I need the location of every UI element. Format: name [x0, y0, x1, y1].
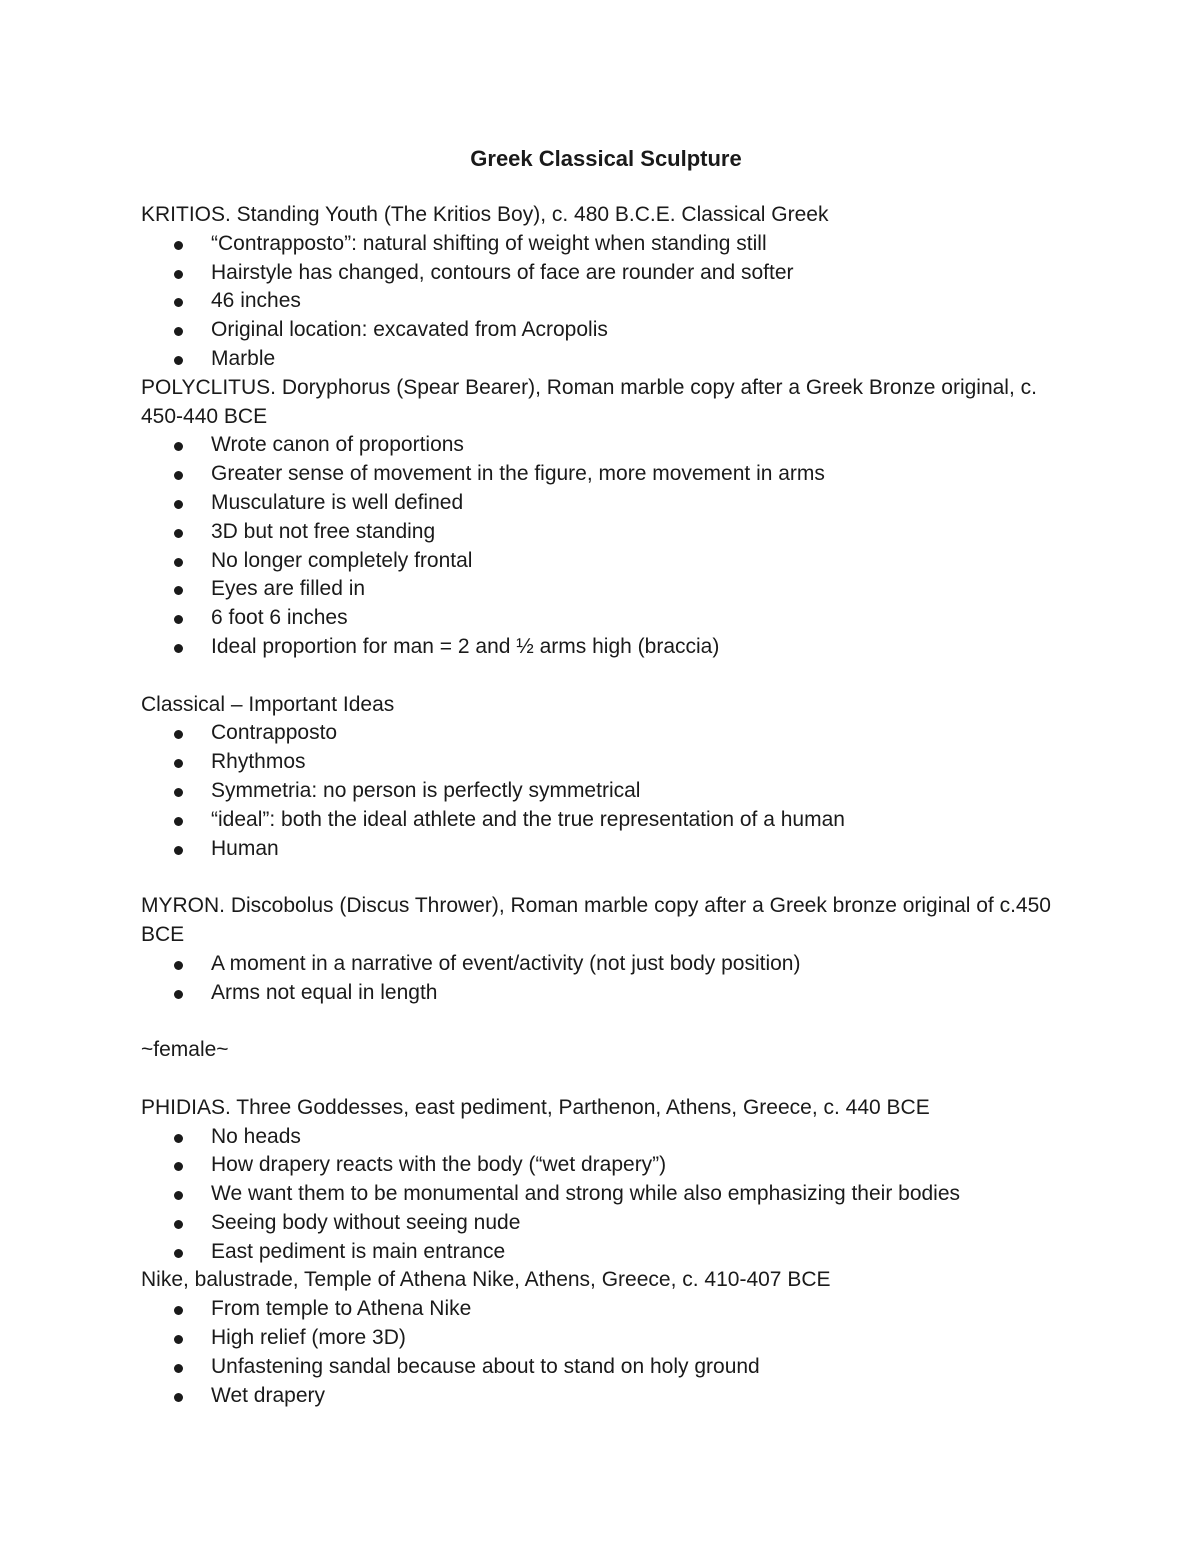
list-item — [141, 777, 1071, 806]
bullet-icon — [174, 500, 183, 509]
section-block — [141, 691, 1071, 893]
bullet-icon — [174, 759, 183, 768]
list-item — [141, 431, 1071, 460]
list-item — [141, 230, 1071, 259]
list-item-text: From temple to Athena Nike — [211, 1297, 472, 1321]
section-block — [141, 1094, 1071, 1267]
list-item-text: Greater sense of movement in the figure, more movement in arms — [211, 462, 825, 486]
list-item-text: Seeing body without seeing nude — [211, 1210, 521, 1234]
bullet-icon — [174, 846, 183, 855]
list-item — [141, 1151, 1071, 1180]
list-item-text: Musculature is well defined — [211, 490, 464, 514]
list-item — [141, 1382, 1071, 1411]
paragraph-spacer — [141, 1065, 1071, 1094]
list-item-text: A moment in a narrative of event/activity (not just body position) — [211, 951, 801, 975]
bullet-list — [141, 230, 1071, 374]
list-item — [141, 316, 1071, 345]
paragraph-spacer — [141, 1007, 1071, 1036]
list-item — [141, 345, 1071, 374]
bullet-icon — [174, 1191, 183, 1200]
list-item — [141, 1353, 1071, 1382]
bullet-icon — [174, 1364, 183, 1373]
list-item-text: No longer completely frontal — [211, 548, 473, 572]
section-heading: Nike, balustrade, Temple of Athena Nike, Athens, Greece, c. 410-407 BCE — [141, 1268, 831, 1292]
bullet-list — [141, 950, 1071, 1008]
list-item-text: Marble — [211, 346, 276, 370]
section-block — [141, 201, 1071, 374]
list-item-text: No heads — [211, 1124, 301, 1148]
bullet-icon — [174, 241, 183, 250]
bullet-icon — [174, 817, 183, 826]
page-title: Greek Classical Sculpture — [470, 146, 742, 171]
list-item — [141, 547, 1071, 576]
list-item — [141, 460, 1071, 489]
bullet-list — [141, 719, 1071, 863]
section-block — [141, 1036, 1071, 1094]
bullet-icon — [174, 1134, 183, 1143]
bullet-icon — [174, 1335, 183, 1344]
list-item-text: Eyes are filled in — [211, 577, 366, 601]
bullet-icon — [174, 1249, 183, 1258]
list-item — [141, 1324, 1071, 1353]
list-item-text: Unfastening sandal because about to stand on holy ground — [211, 1354, 760, 1378]
bullet-icon — [174, 788, 183, 797]
bullet-list — [141, 1123, 1071, 1267]
section-heading: MYRON. Discobolus (Discus Thrower), Roman marble copy after a Greek bronze original of c.450 BCE — [141, 894, 1051, 946]
bullet-icon — [174, 471, 183, 480]
list-item — [141, 575, 1071, 604]
list-item — [141, 748, 1071, 777]
paragraph-spacer — [141, 863, 1071, 892]
list-item-text: High relief (more 3D) — [211, 1326, 406, 1350]
section-heading: ~female~ — [141, 1038, 229, 1062]
list-item — [141, 604, 1071, 633]
list-item-text: Arms not equal in length — [211, 980, 438, 1004]
list-item — [141, 835, 1071, 864]
list-item — [141, 1238, 1071, 1267]
bullet-icon — [174, 990, 183, 999]
bullet-list — [141, 1295, 1071, 1410]
list-item — [141, 806, 1071, 835]
list-item-text: Wrote canon of proportions — [211, 433, 464, 457]
bullet-icon — [174, 1306, 183, 1315]
list-item-text: Wet drapery — [211, 1383, 325, 1407]
bullet-icon — [174, 442, 183, 451]
section-block — [141, 1266, 1071, 1410]
bullet-icon — [174, 1162, 183, 1171]
document-body — [141, 144, 1071, 1410]
list-item — [141, 1123, 1071, 1152]
bullet-icon — [174, 270, 183, 279]
bullet-icon — [174, 644, 183, 653]
bullet-icon — [174, 558, 183, 567]
list-item-text: East pediment is main entrance — [211, 1239, 506, 1263]
list-item-text: Ideal proportion for man = 2 and ½ arms high (braccia) — [211, 634, 720, 658]
list-item-text: Rhythmos — [211, 750, 306, 774]
paragraph-spacer — [141, 662, 1071, 691]
section-heading: PHIDIAS. Three Goddesses, east pediment, Parthenon, Athens, Greece, c. 440 BCE — [141, 1095, 930, 1119]
list-item — [141, 489, 1071, 518]
section-heading: POLYCLITUS. Doryphorus (Spear Bearer), Roman marble copy after a Greek Bronze original, c. 450-440 BCE — [141, 375, 1037, 428]
list-item — [141, 979, 1071, 1008]
section-heading: KRITIOS. Standing Youth (The Kritios Boy), c. 480 B.C.E. Classical Greek — [141, 203, 829, 226]
list-item-text: Original location: excavated from Acropolis — [211, 318, 608, 342]
list-item-text: How drapery reacts with the body (“wet drapery”) — [211, 1153, 667, 1177]
bullet-icon — [174, 327, 183, 336]
list-item-text: 6 foot 6 inches — [211, 606, 348, 630]
bullet-list — [141, 431, 1071, 661]
section-heading: Classical – Important Ideas — [141, 692, 395, 716]
bullet-icon — [174, 961, 183, 970]
list-item-text: Hairstyle has changed, contours of face are rounder and softer — [211, 260, 794, 284]
bullet-icon — [174, 298, 183, 307]
section-block — [141, 374, 1071, 691]
section-list — [141, 201, 1071, 1410]
list-item — [141, 1180, 1071, 1209]
list-item-text: We want them to be monumental and strong while also emphasizing their bodies — [211, 1182, 961, 1206]
list-item — [141, 259, 1071, 288]
list-item-text: Human — [211, 836, 279, 860]
list-item — [141, 1209, 1071, 1238]
bullet-icon — [174, 730, 183, 739]
list-item-text: “ideal”: both the ideal athlete and the true representation of a human — [211, 807, 845, 831]
section-block — [141, 892, 1071, 1036]
list-item-text: Symmetria: no person is perfectly symmetrical — [211, 778, 641, 802]
list-item — [141, 1295, 1071, 1324]
list-item — [141, 633, 1071, 662]
list-item — [141, 950, 1071, 979]
bullet-icon — [174, 356, 183, 365]
bullet-icon — [174, 586, 183, 595]
bullet-icon — [174, 615, 183, 624]
list-item-text: 3D but not free standing — [211, 519, 436, 543]
list-item-text: “Contrapposto”: natural shifting of weight when standing still — [211, 231, 767, 255]
list-item-text: Contrapposto — [211, 721, 338, 745]
list-item-text: 46 inches — [211, 289, 301, 313]
list-item — [141, 287, 1071, 316]
bullet-icon — [174, 1220, 183, 1229]
list-item — [141, 518, 1071, 547]
bullet-icon — [174, 529, 183, 538]
bullet-icon — [174, 1393, 183, 1402]
list-item — [141, 719, 1071, 748]
